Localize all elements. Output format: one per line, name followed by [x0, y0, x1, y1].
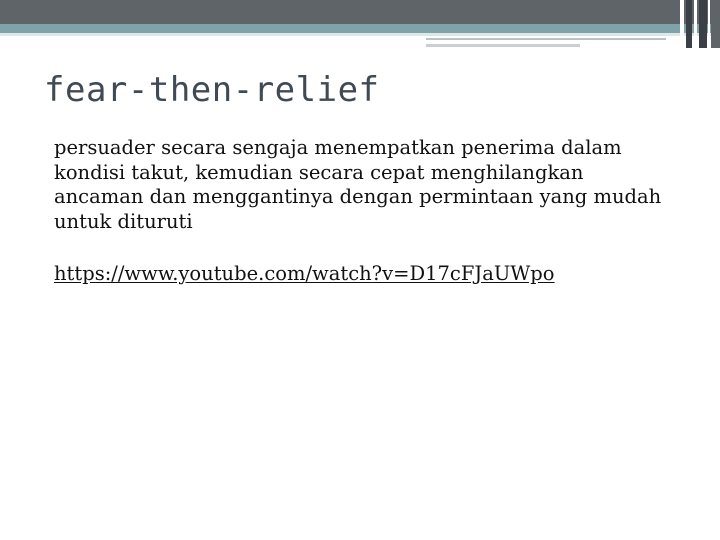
decorative-line	[426, 44, 580, 47]
slide-body-text: persuader secara sengaja menempatkan penerima dalam kondisi takut, kemudian secara cepat menghilangkan ancaman dan menggantinya dengan permintaan yang mudah untuk dituruti	[54, 136, 662, 233]
header-light-band	[0, 33, 720, 36]
decorative-stripe	[680, 0, 684, 48]
youtube-link[interactable]: https://www.youtube.com/watch?v=D17cFJaUWpo	[54, 262, 555, 285]
decorative-line	[426, 38, 666, 40]
slide-title: fear-then-relief	[44, 70, 380, 110]
decorative-stripe	[711, 0, 720, 48]
header-band	[0, 0, 720, 24]
decorative-stripe	[699, 0, 707, 48]
decorative-stripe	[686, 0, 692, 48]
header-accent-band	[0, 24, 720, 33]
decorative-stripe	[708, 0, 710, 48]
slide-content	[54, 136, 674, 287]
decorative-stripe	[694, 0, 697, 48]
